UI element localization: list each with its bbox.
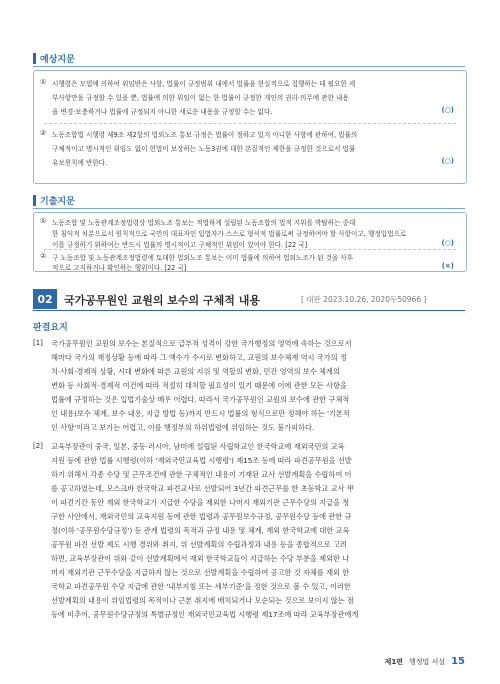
footer-chapter: 제1편 bbox=[384, 657, 404, 666]
paragraph-line: 하기 위해서 각종 수당 및 근무조건에 관한 구체적인 내용이 기재된 교사 선발계획을 수립하여 이 bbox=[51, 470, 352, 479]
section-label-text: 기출지문 bbox=[40, 197, 75, 207]
paragraph-line: 변화 등 사회적·경제적 여건에 따라 적절히 대처할 필요성이 있기 때문에 이에 관한 모든 사항을 bbox=[51, 381, 347, 390]
statement-number: ① bbox=[40, 217, 47, 225]
statement-line: 노동조합 및 노동관계조정법령상 법외노조 통보는 적법하게 설립된 노동조합의 법적 지위를 박탈하는 중대 bbox=[52, 219, 356, 227]
statement-line: 구체적이고 명시적인 위임도 없이 헌법이 보장하는 노동3권에 대한 본질적인 제한을 규정한 것으로서 법률 bbox=[52, 145, 356, 153]
judgment-summary-heading: 판결요지 bbox=[33, 323, 68, 333]
divider bbox=[44, 123, 456, 124]
page-footer bbox=[385, 656, 465, 667]
section-label-expected bbox=[33, 52, 75, 65]
paragraph-line: 국가공무원인 교원의 보수는 본질적으로 급부적 성격이 강한 국가행정의 영역에 속하는 것으로서 bbox=[51, 339, 352, 348]
answer-mark: (○) bbox=[441, 239, 454, 247]
statement-line: 노동조합법 시행령 제9조 제2항의 법외노조 통보 규정은 법률이 정하고 있지 아니한 사항에 관하여, 법률의 bbox=[52, 131, 358, 139]
paragraph-line: 법률에 규정하는 것은 입법기술상 매우 어렵다. 따라서 국가공무원인 교원의 보수에 관한 구체적 bbox=[51, 395, 350, 404]
answer-mark: (○) bbox=[441, 157, 454, 165]
section-bar bbox=[33, 53, 36, 64]
divider bbox=[44, 249, 456, 250]
section-bar bbox=[33, 195, 36, 206]
paragraph-line: 하면, 교육부장관이 위와 같이 선발계획에서 재외 한국학교들이 지급하는 수당 부분을 제외한 나 bbox=[51, 554, 350, 563]
paragraph-line: 머지 재외기관 근무수당을 지급하지 않는 것으로 선발계획을 수립하여 공고한 것 자체를 재외 한 bbox=[51, 568, 350, 577]
paragraph-line: 국학교 파견공무원 수당 지급에 관한 '내부지침 또는 세부기준'을 정한 것으로 볼 수 있고, 이러한 bbox=[51, 582, 351, 591]
statement-line: 한 침익적 처분으로서 원칙적으로 국민의 대표자인 입법자가 스스로 형식적 법률로써 규정하여야 할 사항이고, 행정입법으로 bbox=[52, 230, 407, 238]
section-underline bbox=[33, 208, 465, 209]
paragraph-line: 정(이하 '공무원수당규정') 등 관계 법령의 목적과 규정 내용 및 체계, 재외 한국학교에 대한 교육 bbox=[51, 526, 350, 535]
paragraph-number: [1] bbox=[33, 339, 43, 347]
topic-number-badge: 02 bbox=[33, 289, 57, 309]
case-citation: [ 대판 2023.10.26, 2020두50966 ] bbox=[301, 295, 427, 304]
statement-number: ① bbox=[40, 78, 47, 86]
statement-line: 을 변경·보충하거나 법률에 규정되지 아니한 새로운 내용을 규정할 수는 없다. bbox=[52, 108, 273, 116]
paragraph-line: 선발계획의 내용이 위임법령의 목적이나 근본 취지에 배치되거나 모순되는 것으로 보이지 않는 점 bbox=[51, 596, 354, 605]
paragraph-line: 이 파견기간 동안 재외 한국학교가 지급한 수당을 제외한 나머지 재외기관 근무수당의 지급을 청 bbox=[51, 498, 350, 507]
section-underline bbox=[33, 66, 465, 67]
topic-heading bbox=[33, 289, 465, 309]
paragraph-line: 구한 사안에서, 재외국민의 교육지원 등에 관한 법령과 공무원보수규정, 공무원수당 등에 관한 규 bbox=[51, 512, 352, 521]
statement-line: 유보원칙에 반한다. bbox=[52, 159, 108, 167]
statement-line: 이를 규정하기 위하여는 반드시 법률의 명시적이고 구체적인 위임이 있어야 한다. [22 국] bbox=[52, 241, 308, 249]
paragraph-line: 치·사회·경제적 상황, 시대 변화에 따른 교원의 지위 및 역할의 변화, 민간 영역의 보수 체계의 bbox=[51, 367, 340, 376]
statement-line: 적으로 고지하거나 확인하는 행위이다. [22 국] bbox=[52, 264, 187, 272]
statement-number: ② bbox=[40, 129, 47, 137]
paragraph-line: 공무원 파견 선발 제도 시행 경위와 취지, 위 선발계획의 수립과정과 내용 등을 종합적으로 고려 bbox=[51, 540, 347, 549]
section-label-text: 예상지문 bbox=[40, 55, 75, 65]
answer-mark: (○) bbox=[441, 106, 454, 114]
past-exam-statements-box bbox=[33, 212, 467, 272]
topic-title: 국가공무원인 교원의 보수의 구체적 내용 bbox=[64, 294, 260, 307]
footer-section: 행정법 서설 bbox=[409, 657, 446, 666]
paragraph-line: 를 공고하였는데, 모스크바 한국학교 파견교사로 선발되어 3년간 파견근무를 한 초등학교 교사 甲 bbox=[51, 484, 355, 493]
topic-rule bbox=[33, 310, 465, 311]
paragraph-line: 지원 등에 관한 법률 시행령(이하 '재외국민교육법 시행령') 제15조 등에 따라 파견공무원을 선발 bbox=[51, 456, 352, 465]
statement-line: 부사항만을 규정할 수 있을 뿐, 법률에 의한 위임이 없는 한 법률이 규정한 개인의 권리·의무에 관한 내용 bbox=[52, 94, 349, 102]
statement-line: 구 노동조합 및 노동관계조정법령에 토대한 법외노조 통보는 이미 법률에 의하여 법외노조가 된 것을 사후 bbox=[52, 254, 354, 262]
expected-statements-box bbox=[33, 70, 467, 184]
answer-mark: (×) bbox=[441, 262, 454, 270]
paragraph-line: 등에 비추어, 공무원수당규정의 특별규정인 재외국민교육법 시행령 제17조에 따라 교육부장관에게 bbox=[51, 610, 359, 619]
statement-number: ② bbox=[40, 252, 47, 260]
section-label-past-exam bbox=[33, 194, 75, 207]
paragraph-line: 해마다 국가의 재정상황 등에 따라 그 액수가 수시로 변화하고, 교원의 보수체계 역시 국가의 정 bbox=[51, 353, 347, 362]
paragraph-number: [2] bbox=[33, 442, 43, 450]
page-number: 15 bbox=[451, 656, 465, 667]
paragraph-line: 인 사항'이라고 보기는 어렵고, 이를 행정부의 하위법령에 위임하는 것도 불가피하다. bbox=[51, 423, 315, 432]
paragraph-line: 교육부장관이 중국, 일본, 중동·러시아, 남미에 설립된 사립학교인 한국학교에 재외국민의 교육 bbox=[51, 442, 345, 451]
paragraph-line: 인 내용(보수 체계, 보수 내용, 지급 방법 등)까지 반드시 법률의 형식으로만 정해야 하는 '기본적 bbox=[51, 409, 350, 418]
statement-line: 시행령은 모법에 의하여 위임받은 사항, 법률이 규정범위 내에서 법률을 현실적으로 집행하는 데 필요한 세 bbox=[52, 80, 356, 88]
